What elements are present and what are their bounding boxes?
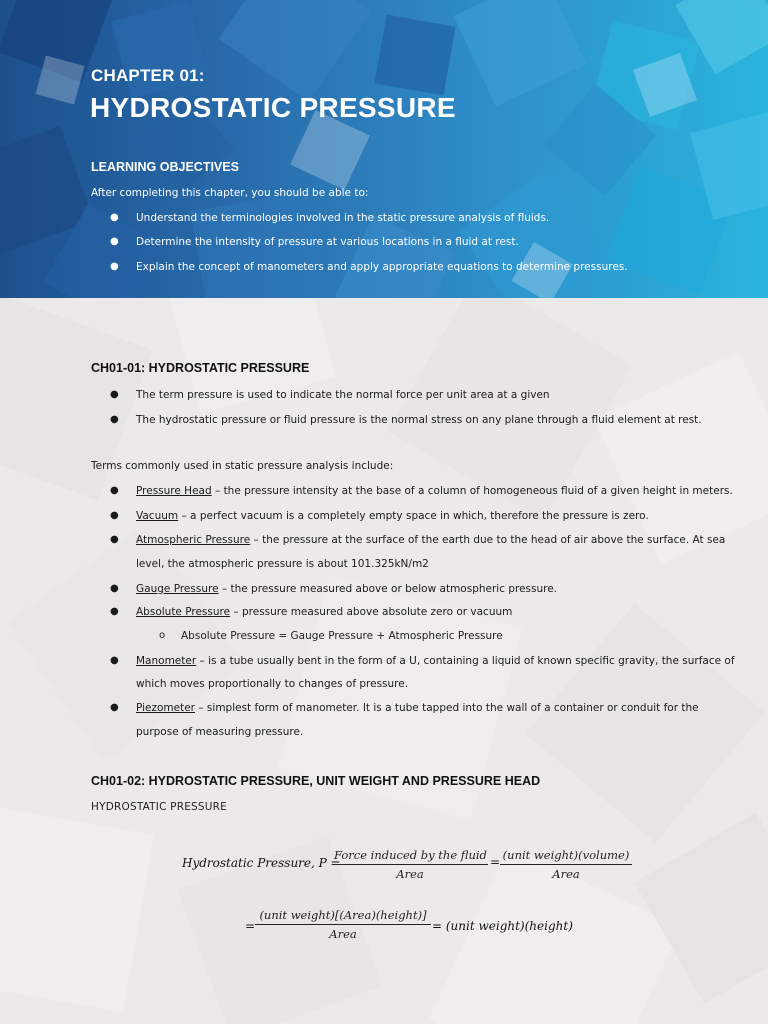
- term-item: [110, 702, 699, 714]
- fraction-denominator: Area: [329, 927, 357, 941]
- bullet-icon: ●: [110, 261, 119, 272]
- circle-bullet-icon: o: [159, 630, 166, 641]
- chapter-title: HYDROSTATIC PRESSURE: [90, 92, 456, 123]
- fraction-denominator: Area: [552, 867, 580, 881]
- fraction-numerator: (unit weight)[(Area)(height)]: [255, 908, 431, 925]
- page-body: [0, 298, 768, 1024]
- objective-text: Understand the terminologies involved in the static pressure analysis of fluids.: [136, 212, 550, 224]
- list-item: [110, 389, 550, 401]
- term-definition: – the pressure at the surface of the earth due to the head of air above the surface. At sea: [250, 534, 726, 546]
- term-continuation: level, the atmospheric pressure is about 101.325kN/m2: [136, 558, 429, 570]
- bullet-icon: ●: [110, 212, 119, 223]
- objective-item: [110, 261, 628, 273]
- term-definition: – simplest form of manometer. It is a tube tapped into the wall of a container or conduit for the: [195, 702, 699, 714]
- equation-fraction: [332, 848, 488, 881]
- equals-sign: =: [490, 855, 501, 869]
- bullet-icon: ●: [110, 485, 119, 496]
- term-definition: – the pressure measured above or below atmospheric pressure.: [218, 583, 558, 595]
- list-item-text: The term pressure is used to indicate the normal force per unit area at a given: [136, 389, 550, 401]
- equation-fraction: [255, 908, 431, 941]
- terms-intro: Terms commonly used in static pressure analysis include:: [91, 460, 394, 472]
- term-item: [110, 655, 735, 667]
- list-item: [110, 414, 702, 426]
- term-name: Atmospheric Pressure: [136, 534, 251, 546]
- term-item: [110, 510, 649, 522]
- learning-objectives-intro: After completing this chapter, you should be able to:: [91, 187, 369, 199]
- section-heading-ch01-01: CH01-01: HYDROSTATIC PRESSURE: [91, 361, 310, 375]
- bullet-icon: ●: [110, 414, 119, 425]
- section-heading-ch01-02: CH01-02: HYDROSTATIC PRESSURE, UNIT WEIGHT AND PRESSURE HEAD: [91, 774, 541, 788]
- sub-list-item-text: Absolute Pressure = Gauge Pressure + Atmospheric Pressure: [181, 630, 503, 642]
- objective-item: [110, 236, 519, 248]
- bullet-icon: ●: [110, 606, 119, 617]
- term-item: [110, 485, 733, 497]
- equation-lhs: Hydrostatic Pressure, P =: [182, 856, 341, 870]
- term-definition: – is a tube usually bent in the form of a U, containing a liquid of known specific gravity, the surface of: [196, 655, 735, 667]
- bullet-icon: ●: [110, 534, 119, 545]
- bullet-icon: ●: [110, 510, 119, 521]
- objective-text: Determine the intensity of pressure at various locations in a fluid at rest.: [136, 236, 519, 248]
- equals-sign: =: [245, 919, 256, 933]
- term-continuation: purpose of measuring pressure.: [136, 726, 304, 738]
- term-name: Absolute Pressure: [136, 606, 231, 618]
- equation-rhs: = (unit weight)(height): [432, 919, 573, 933]
- learning-objectives-heading: LEARNING OBJECTIVES: [91, 160, 239, 174]
- bullet-icon: ●: [110, 389, 119, 400]
- chapter-label: CHAPTER 01:: [91, 66, 205, 85]
- bullet-icon: ●: [110, 655, 119, 666]
- fraction-numerator: (unit weight)(volume): [500, 848, 632, 865]
- term-name: Piezometer: [136, 702, 195, 714]
- list-item-text: The hydrostatic pressure or fluid pressure is the normal stress on any plane through a fluid element at rest.: [136, 414, 702, 426]
- term-name: Pressure Head: [136, 485, 212, 497]
- bullet-icon: ●: [110, 702, 119, 713]
- term-definition: – the pressure intensity at the base of a column of homogeneous fluid of a given height in meters.: [211, 485, 733, 497]
- term-name: Manometer: [136, 655, 197, 667]
- term-name: Vacuum: [136, 510, 179, 522]
- objective-text: Explain the concept of manometers and apply appropriate equations to determine pressures.: [136, 261, 628, 273]
- term-item: [110, 534, 726, 546]
- banner-content: [0, 0, 768, 298]
- term-item: [110, 606, 513, 618]
- fraction-denominator: Area: [396, 867, 424, 881]
- bullet-icon: ●: [110, 583, 119, 594]
- term-item: [110, 583, 558, 595]
- term-name: Gauge Pressure: [136, 583, 219, 595]
- bullet-icon: ●: [110, 236, 119, 247]
- chapter-banner: [0, 0, 768, 298]
- term-definition: – a perfect vacuum is a completely empty space in which, therefore the pressure is zero.: [178, 510, 649, 522]
- term-definition: – pressure measured above absolute zero or vacuum: [230, 606, 513, 618]
- term-continuation: which moves proportionally to changes of pressure.: [136, 678, 409, 690]
- objective-item: [110, 212, 550, 224]
- sub-list-item: [159, 630, 503, 642]
- equation-fraction: [500, 848, 632, 881]
- fraction-numerator: Force induced by the fluid: [332, 848, 488, 865]
- subheading: HYDROSTATIC PRESSURE: [91, 801, 227, 813]
